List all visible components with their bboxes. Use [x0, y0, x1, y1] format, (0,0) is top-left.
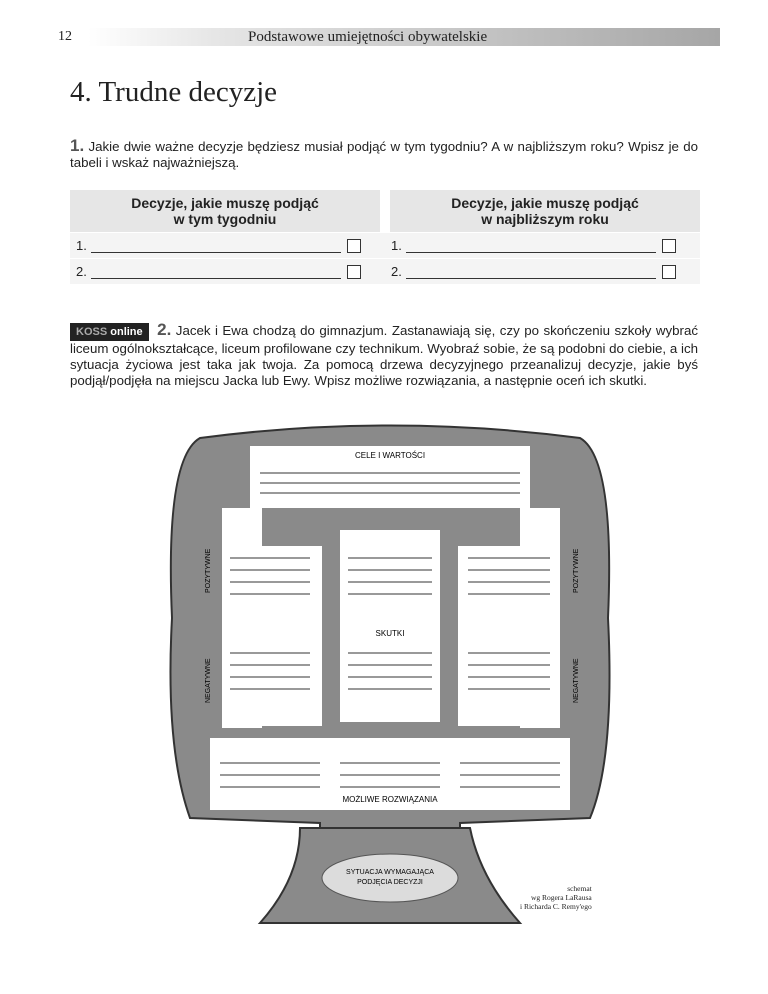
task-1-number: 1.: [70, 136, 85, 155]
col2-header-line2: w najbliższym roku: [481, 211, 609, 227]
root-label-line1: SYTUACJA WYMAGAJĄCA: [346, 869, 434, 876]
row-number: 2.: [391, 263, 402, 279]
row1-col1: [70, 233, 385, 259]
row2-col1: [70, 259, 385, 285]
decision-tree: [160, 418, 620, 938]
credit-line1: schemat: [567, 884, 592, 893]
row-number: 1.: [76, 237, 87, 253]
credit-line3: i Richarda C. Remy'ego: [520, 902, 592, 911]
page-header: [48, 28, 720, 46]
effects-center-area: [340, 530, 440, 722]
negative-label-right: NEGATYWNE: [573, 658, 580, 703]
page-number: 12: [48, 28, 88, 46]
task-2-number: 2.: [157, 320, 172, 339]
row2-col2: [385, 259, 700, 285]
col2-header: [385, 190, 700, 233]
answer-line[interactable]: [91, 266, 341, 279]
row-number: 1.: [391, 237, 402, 253]
col2-header-line1: Decyzje, jakie muszę podjąć: [451, 195, 639, 211]
source-credit: [520, 884, 592, 911]
effects-label: SKUTKI: [375, 629, 405, 638]
positive-label-right: POZYTYWNE: [573, 548, 580, 593]
row-number: 2.: [76, 263, 87, 279]
checkbox[interactable]: [347, 265, 361, 279]
decisions-table: [70, 190, 700, 284]
col1-header-line1: Decyzje, jakie muszę podjąć: [131, 195, 319, 211]
row1-col2: [385, 233, 700, 259]
task-2: [70, 322, 698, 389]
answer-line[interactable]: [91, 240, 341, 253]
col1-header-line2: w tym tygodniu: [173, 211, 277, 227]
goals-label: CELE I WARTOŚCI: [354, 451, 426, 460]
task-2-text: Jacek i Ewa chodzą do gimnazjum. Zastanawiają się, czy po skończeniu szkoły wybrać liceum ogólnokształcące, liceum profilowane czy technikum. Wyobraź sobie, że są podobni do ciebie, a ich sytuacja życiowa jest taka jak twoja. Za pomocą drzewa decyzyjnego przeanalizuj decyzje, jakie byś podjął/podjęła na miejscu Jacka lub Ewy. Wpisz możliwe rozwiązania, a następnie oceń ich skutki.: [70, 323, 699, 388]
answer-line[interactable]: [406, 240, 656, 253]
root-label-line2: PODJĘCIA DECYZJI: [357, 879, 423, 886]
credit-line2: wg Rogera LaRausa: [530, 893, 592, 902]
chapter-title: 4. Trudne decyzje: [70, 76, 277, 108]
root-label-area: [322, 854, 458, 902]
header-title: Podstawowe umiejętności obywatelskie: [248, 29, 488, 45]
answer-line[interactable]: [406, 266, 656, 279]
solutions-label: MOŻLIWE ROZWIĄZANIA: [342, 795, 438, 804]
checkbox[interactable]: [662, 239, 676, 253]
checkbox[interactable]: [347, 239, 361, 253]
effects-right-area: [458, 546, 558, 726]
effects-left-area: [222, 546, 322, 726]
positive-label-left: POZYTYWNE: [205, 548, 212, 593]
checkbox[interactable]: [662, 265, 676, 279]
task-1: [70, 138, 698, 171]
col1-header: [70, 190, 385, 233]
koss-online-badge: KOSS online: [70, 323, 149, 341]
task-1-text: Jakie dwie ważne decyzje będziesz musiał podjąć w tym tygodniu? A w najbliższym roku? Wpisz je do tabeli i wskaż najważniejszą.: [70, 139, 698, 170]
negative-label-left: NEGATYWNE: [205, 658, 212, 703]
